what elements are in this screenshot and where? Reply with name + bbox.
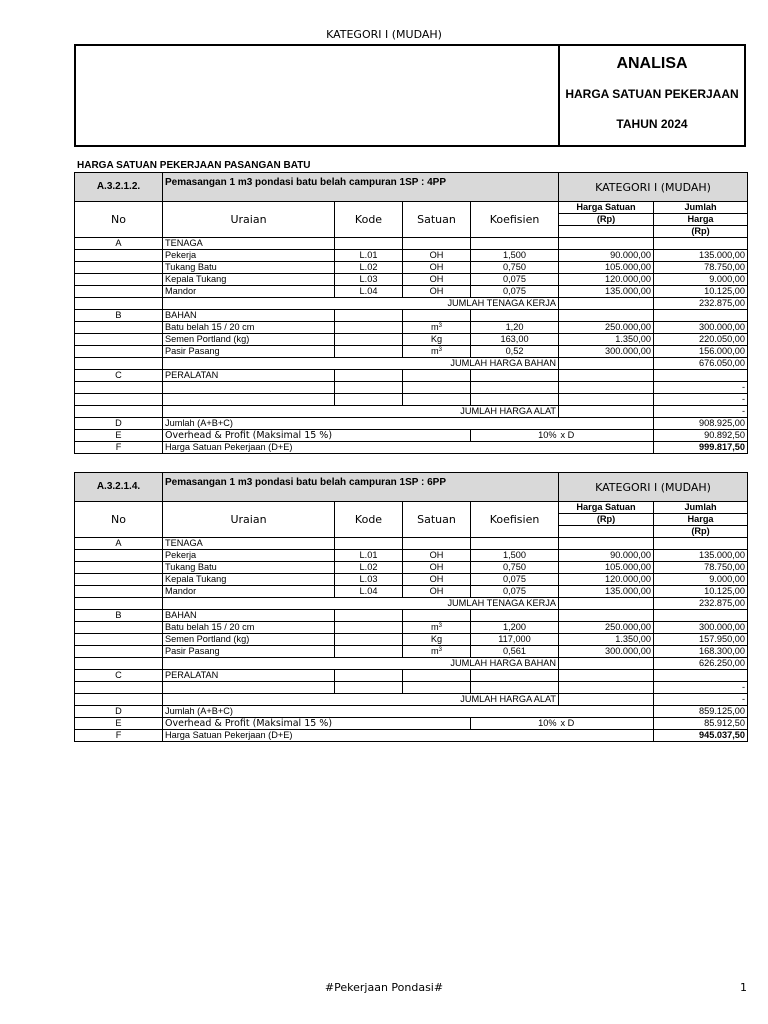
col-jumlah: Jumlah: [654, 202, 748, 214]
row-uraian: Tukang Batu: [163, 562, 335, 574]
table-row: [75, 670, 748, 682]
subtotal-value: -: [654, 694, 748, 706]
section-name: TENAGA: [163, 538, 335, 550]
row-satuan: [403, 334, 471, 346]
overhead-value: 85.912,50: [654, 718, 748, 730]
unit-superscript: 3: [438, 346, 442, 353]
row-jumlah: 135.000,00: [654, 250, 748, 262]
section-label: A: [75, 538, 163, 550]
row-koefisien: 1,20: [471, 322, 559, 334]
row-kode: L.02: [335, 562, 403, 574]
overhead-name: Overhead & Profit (Maksimal 15 %): [163, 718, 471, 730]
col-no: No: [75, 202, 163, 238]
final-value: 999.817,50: [654, 442, 748, 454]
unit-text: m: [431, 321, 439, 332]
empty-cell: [559, 226, 654, 238]
col-satuan: Satuan: [403, 202, 471, 238]
analysis-table-2: [74, 472, 748, 742]
table-row: [75, 622, 748, 634]
row-koefisien: 0,075: [471, 586, 559, 598]
col-harga-satuan: Harga Satuan: [559, 502, 654, 514]
total-name: Jumlah (A+B+C): [163, 418, 654, 430]
table-row: [75, 238, 748, 250]
col-jumlah: Jumlah: [654, 502, 748, 514]
table-header-row: [75, 173, 748, 202]
section-label: B: [75, 610, 163, 622]
header-title: ANALISA: [616, 55, 688, 72]
table-row: [75, 634, 748, 646]
row-koefisien: 117,000: [471, 634, 559, 646]
final-row: [75, 442, 748, 454]
row-satuan: OH: [403, 562, 471, 574]
table-row: [75, 646, 748, 658]
table-row: [75, 262, 748, 274]
subtotal-row: [75, 658, 748, 670]
table-row: [75, 250, 748, 262]
table-row: [75, 550, 748, 562]
row-uraian: Pekerja: [163, 250, 335, 262]
final-name: Harga Satuan Pekerjaan (D+E): [163, 730, 654, 742]
unit-text: Kg: [430, 633, 443, 644]
col-kode: Kode: [335, 502, 403, 538]
row-uraian: Pasir Pasang: [163, 646, 335, 658]
unit-text: Kg: [430, 333, 443, 344]
col-harga-satuan-unit: (Rp): [559, 514, 654, 526]
overhead-basis: x D: [559, 718, 654, 730]
subtotal-label: JUMLAH HARGA ALAT: [335, 406, 559, 418]
row-satuan: [403, 622, 471, 634]
table-row: [75, 538, 748, 550]
row-harga-satuan: 300.000,00: [559, 646, 654, 658]
table-row: [75, 574, 748, 586]
section-label: C: [75, 670, 163, 682]
row-jumlah: -: [654, 682, 748, 694]
table-row: [75, 682, 748, 694]
row-koefisien: 1,500: [471, 550, 559, 562]
row-harga-satuan: 120.000,00: [559, 574, 654, 586]
subtotal-row: [75, 694, 748, 706]
subtotal-label: JUMLAH HARGA BAHAN: [335, 358, 559, 370]
row-satuan: OH: [403, 274, 471, 286]
table-row: [75, 286, 748, 298]
row-satuan: [403, 346, 471, 358]
row-uraian: Mandor: [163, 586, 335, 598]
row-jumlah: -: [654, 394, 748, 406]
row-satuan: OH: [403, 286, 471, 298]
row-jumlah: 156.000,00: [654, 346, 748, 358]
col-uraian: Uraian: [163, 202, 335, 238]
subtotal-value: 232.875,00: [654, 298, 748, 310]
row-uraian: Kepala Tukang: [163, 574, 335, 586]
page-number: 1: [740, 981, 747, 994]
final-label: F: [75, 730, 163, 742]
row-jumlah: 9.000,00: [654, 574, 748, 586]
overhead-value: 90.892,50: [654, 430, 748, 442]
item-title: Pemasangan 1 m3 pondasi batu belah campuran 1SP : 4PP: [163, 173, 559, 202]
row-jumlah: 300.000,00: [654, 622, 748, 634]
col-kode: Kode: [335, 202, 403, 238]
subtotal-row: [75, 406, 748, 418]
header-box: [74, 44, 746, 147]
col-uraian: Uraian: [163, 502, 335, 538]
footer-label: #Pekerjaan Pondasi#: [324, 981, 444, 994]
row-koefisien: 0,561: [471, 646, 559, 658]
subtotal-label: JUMLAH TENAGA KERJA: [335, 298, 559, 310]
row-harga-satuan: 1.350,00: [559, 334, 654, 346]
subtotal-row: [75, 598, 748, 610]
row-kode: L.01: [335, 250, 403, 262]
row-jumlah: 220.050,00: [654, 334, 748, 346]
row-jumlah: 157.950,00: [654, 634, 748, 646]
item-title: Pemasangan 1 m3 pondasi batu belah campuran 1SP : 6PP: [163, 473, 559, 502]
col-jumlah-unit: (Rp): [654, 526, 748, 538]
unit-text: m: [431, 645, 439, 656]
analysis-table-1: [74, 172, 748, 454]
empty-cell: [559, 526, 654, 538]
row-harga-satuan: 120.000,00: [559, 274, 654, 286]
subtotal-value: 232.875,00: [654, 598, 748, 610]
column-header-row: [75, 502, 748, 514]
item-code: A.3.2.1.2.: [75, 173, 163, 202]
unit-superscript: 3: [438, 622, 442, 629]
row-uraian: Pekerja: [163, 550, 335, 562]
row-jumlah: 78.750,00: [654, 562, 748, 574]
row-jumlah: 78.750,00: [654, 262, 748, 274]
overhead-name: Overhead & Profit (Maksimal 15 %): [163, 430, 471, 442]
total-label: D: [75, 706, 163, 718]
item-category: KATEGORI I (MUDAH): [559, 173, 748, 202]
row-kode: L.03: [335, 574, 403, 586]
row-harga-satuan: 105.000,00: [559, 262, 654, 274]
row-koefisien: 0,52: [471, 346, 559, 358]
row-uraian: Kepala Tukang: [163, 274, 335, 286]
header-year: TAHUN 2024: [616, 117, 688, 131]
final-value: 945.037,50: [654, 730, 748, 742]
subtotal-value: 676.050,00: [654, 358, 748, 370]
column-header-row: [75, 202, 748, 214]
row-koefisien: 0,750: [471, 262, 559, 274]
overhead-row: [75, 430, 748, 442]
row-koefisien: 1,200: [471, 622, 559, 634]
row-kode: L.02: [335, 262, 403, 274]
table-row: [75, 586, 748, 598]
row-satuan: OH: [403, 250, 471, 262]
section-name: BAHAN: [163, 310, 335, 322]
row-harga-satuan: 90.000,00: [559, 550, 654, 562]
section-label: C: [75, 370, 163, 382]
subtotal-label: JUMLAH TENAGA KERJA: [335, 598, 559, 610]
page-category-title: KATEGORI I (MUDAH): [326, 28, 442, 41]
table-row: [75, 334, 748, 346]
row-uraian: Pasir Pasang: [163, 346, 335, 358]
row-harga-satuan: 135.000,00: [559, 586, 654, 598]
row-satuan: OH: [403, 586, 471, 598]
table-row: [75, 310, 748, 322]
overhead-row: [75, 718, 748, 730]
table-row: [75, 610, 748, 622]
row-jumlah: 10.125,00: [654, 586, 748, 598]
row-uraian: Batu belah 15 / 20 cm: [163, 322, 335, 334]
table-row: [75, 322, 748, 334]
row-koefisien: 0,075: [471, 286, 559, 298]
row-kode: L.03: [335, 274, 403, 286]
header-blank-area: [76, 46, 560, 145]
row-uraian: Tukang Batu: [163, 262, 335, 274]
row-harga-satuan: 1.350,00: [559, 634, 654, 646]
row-uraian: Batu belah 15 / 20 cm: [163, 622, 335, 634]
row-satuan: [403, 646, 471, 658]
table-row: [75, 394, 748, 406]
row-harga-satuan: 300.000,00: [559, 346, 654, 358]
section-label: B: [75, 310, 163, 322]
row-harga-satuan: 90.000,00: [559, 250, 654, 262]
row-uraian: Semen Portland (kg): [163, 634, 335, 646]
row-harga-satuan: 250.000,00: [559, 322, 654, 334]
col-jumlah-harga: Harga: [654, 514, 748, 526]
row-harga-satuan: 250.000,00: [559, 622, 654, 634]
subtotal-row: [75, 358, 748, 370]
unit-superscript: 3: [438, 646, 442, 653]
final-label: F: [75, 442, 163, 454]
unit-text: m: [431, 345, 439, 356]
overhead-percent: 10%: [471, 718, 559, 730]
row-jumlah: -: [654, 382, 748, 394]
row-jumlah: 10.125,00: [654, 286, 748, 298]
row-harga-satuan: 135.000,00: [559, 286, 654, 298]
row-kode: L.04: [335, 286, 403, 298]
row-uraian: Semen Portland (kg): [163, 334, 335, 346]
row-koefisien: 0,075: [471, 274, 559, 286]
overhead-percent: 10%: [471, 430, 559, 442]
final-name: Harga Satuan Pekerjaan (D+E): [163, 442, 654, 454]
row-jumlah: 135.000,00: [654, 550, 748, 562]
col-no: No: [75, 502, 163, 538]
subtotal-label: JUMLAH HARGA ALAT: [335, 694, 559, 706]
table-row: [75, 274, 748, 286]
total-row: [75, 706, 748, 718]
row-satuan: OH: [403, 262, 471, 274]
total-value: 859.125,00: [654, 706, 748, 718]
final-row: [75, 730, 748, 742]
item-code: A.3.2.1.4.: [75, 473, 163, 502]
col-satuan: Satuan: [403, 502, 471, 538]
subtotal-row: [75, 298, 748, 310]
subtotal-label: JUMLAH HARGA BAHAN: [335, 658, 559, 670]
row-satuan: OH: [403, 574, 471, 586]
row-satuan: [403, 322, 471, 334]
row-jumlah: 9.000,00: [654, 274, 748, 286]
table-header-row: [75, 473, 748, 502]
row-koefisien: 0,750: [471, 562, 559, 574]
section-label: A: [75, 238, 163, 250]
col-jumlah-unit: (Rp): [654, 226, 748, 238]
unit-text: m: [431, 621, 439, 632]
table-row: [75, 370, 748, 382]
section-name: PERALATAN: [163, 670, 335, 682]
subtotal-value: 626.250,00: [654, 658, 748, 670]
row-jumlah: 168.300,00: [654, 646, 748, 658]
col-harga-satuan-unit: (Rp): [559, 214, 654, 226]
col-koefisien: Koefisien: [471, 202, 559, 238]
table-row: [75, 382, 748, 394]
overhead-label: E: [75, 430, 163, 442]
total-value: 908.925,00: [654, 418, 748, 430]
header-title-block: [560, 46, 744, 145]
row-harga-satuan: 105.000,00: [559, 562, 654, 574]
unit-superscript: 3: [438, 322, 442, 329]
col-jumlah-harga: Harga: [654, 214, 748, 226]
row-kode: L.01: [335, 550, 403, 562]
overhead-label: E: [75, 718, 163, 730]
section-name: BAHAN: [163, 610, 335, 622]
row-satuan: [403, 634, 471, 646]
col-koefisien: Koefisien: [471, 502, 559, 538]
col-harga-satuan: Harga Satuan: [559, 202, 654, 214]
row-uraian: Mandor: [163, 286, 335, 298]
row-jumlah: 300.000,00: [654, 322, 748, 334]
row-koefisien: 0,075: [471, 574, 559, 586]
total-row: [75, 418, 748, 430]
item-category: KATEGORI I (MUDAH): [559, 473, 748, 502]
section-name: PERALATAN: [163, 370, 335, 382]
section-name: TENAGA: [163, 238, 335, 250]
header-subtitle: HARGA SATUAN PEKERJAAN: [565, 87, 739, 101]
subtotal-value: -: [654, 406, 748, 418]
total-name: Jumlah (A+B+C): [163, 706, 654, 718]
row-koefisien: 163,00: [471, 334, 559, 346]
section-title: HARGA SATUAN PEKERJAAN PASANGAN BATU: [77, 160, 311, 171]
row-satuan: OH: [403, 550, 471, 562]
overhead-basis: x D: [559, 430, 654, 442]
table-row: [75, 562, 748, 574]
row-kode: L.04: [335, 586, 403, 598]
table-row: [75, 346, 748, 358]
total-label: D: [75, 418, 163, 430]
row-koefisien: 1,500: [471, 250, 559, 262]
